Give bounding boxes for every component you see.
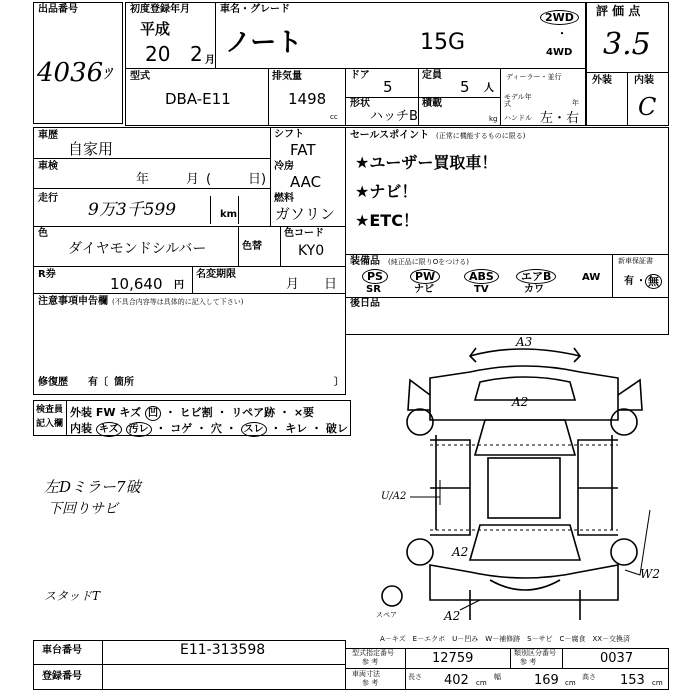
grade-score-label: 評 価 点 <box>596 4 641 18</box>
inspection-year: 年 <box>136 172 150 187</box>
color-value: ダイヤモンドシルバー <box>68 241 207 257</box>
inspection-day: 日) <box>248 172 267 187</box>
drive-2wd: 2WD <box>540 10 579 25</box>
registration-era: 平成 <box>140 20 171 38</box>
capacity-value: 5 <box>460 78 470 96</box>
mark-sep: ・ <box>310 422 322 435</box>
diagram-mark-a2-top: A2 <box>512 395 529 409</box>
doors-label: ドア <box>350 70 370 81</box>
warranty-yes: 有 <box>624 276 634 287</box>
body-shape-value: ハッチB <box>370 109 418 124</box>
model-grade-value: 15G <box>420 30 466 55</box>
new-warranty-label: 新車保証書 <box>618 257 653 265</box>
drive-4wd: 4WD <box>546 47 573 58</box>
selling-point-item: ★ナビ！ <box>355 182 418 201</box>
mark-dent: 凹 <box>145 406 161 421</box>
mark-tear: 破レ <box>325 422 348 435</box>
fuel-value: ガソリン <box>275 205 336 223</box>
auction-no-value: 4036 <box>37 58 104 88</box>
inspection-paren: ( <box>206 172 212 187</box>
diagram-mark-u: U/A2 <box>381 491 407 502</box>
mark-sep: ・ <box>164 406 176 419</box>
dims-length-unit: cm <box>476 679 487 687</box>
equip-leather: カワ <box>524 284 544 295</box>
color-change-label: 色替 <box>242 241 262 252</box>
dims-sub: 参 考 <box>362 679 379 687</box>
selling-points-label: セールスポイント <box>350 130 430 141</box>
repair-history-place: 箇所 <box>114 377 134 388</box>
mark-sep: ・ <box>270 422 282 435</box>
diagram-mark-w2: W2 <box>640 567 660 581</box>
equip-ps: PS <box>362 269 388 284</box>
dims-width-unit: cm <box>565 679 576 687</box>
reg-no-label: 登録番号 <box>42 671 82 682</box>
interior-label: 内装 <box>634 75 654 86</box>
equip-aw: AW <box>582 272 601 283</box>
equip-sr: SR <box>366 284 381 295</box>
capacity-unit: 人 <box>484 83 494 94</box>
model-name-label: 車名・グレード <box>220 4 290 15</box>
inspection-label: 車検 <box>38 161 58 172</box>
mark-dirt: 汚レ <box>126 422 152 437</box>
mark-hole: 穴 <box>210 422 222 435</box>
history-label: 車歴 <box>38 130 58 141</box>
color-label: 色 <box>38 228 48 239</box>
history-value: 自家用 <box>68 140 114 158</box>
warranty-dot: ・ <box>636 276 646 287</box>
mark-sep: ・ <box>225 422 237 435</box>
displacement-label: 排気量 <box>272 71 302 82</box>
equipment-label: 装備品 <box>350 256 380 267</box>
displacement-unit: cc <box>330 113 338 121</box>
recycle-unit: 円 <box>174 280 184 291</box>
model-name-value: ノート <box>225 28 303 58</box>
mark-fw: FW <box>95 406 116 419</box>
handle-value: 左・右 <box>540 111 580 126</box>
damage-legend: A－キズ E－エクボ U－凹み W－補修跡 S－サビ C－腐食 XX－交換済 <box>380 635 631 643</box>
model-code-value: DBA-E11 <box>165 90 231 108</box>
registration-year: 20 <box>145 42 171 66</box>
specified-no-value: 12759 <box>432 651 474 666</box>
fuel-label: 燃料 <box>274 193 294 204</box>
specified-no-sub: 参 考 <box>362 658 379 666</box>
handwritten-note-2: 下回りサビ <box>48 501 118 517</box>
dims-width-value: 169 <box>534 673 559 688</box>
mark-scratch: キズ <box>119 406 142 419</box>
recycle-label: R券 <box>38 269 56 280</box>
body-shape-label: 形状 <box>350 98 370 109</box>
chassis-value: E11-313598 <box>180 642 266 658</box>
registration-month-unit: 月 <box>205 55 215 66</box>
aircon-label: 冷房 <box>274 161 294 172</box>
repair-history-value: 有〔 <box>88 377 108 388</box>
drive-dot: ・ <box>557 29 567 40</box>
equip-abs: ABS <box>464 269 499 284</box>
class-no-value: 0037 <box>600 651 634 666</box>
dealer-label: ディーラー・並行 <box>506 73 562 81</box>
model-year-unit: 年 <box>572 99 579 107</box>
mark-interior: 内装 <box>70 422 92 435</box>
dims-height-label: 高さ <box>582 673 596 681</box>
dims-length-label: 長さ <box>408 673 422 681</box>
mark-wear: スレ <box>241 422 267 437</box>
dims-width-label: 幅 <box>494 673 501 681</box>
mark-required: ×要 <box>293 406 315 419</box>
exterior-label: 外装 <box>592 75 612 86</box>
handwritten-note-1: 左Dミラー7破 <box>44 478 141 496</box>
inspector-label-2: 記入欄 <box>36 419 64 429</box>
selling-points-note: (正常に機能するものに限る) <box>436 132 526 140</box>
mark-repair: リペア跡 <box>231 406 276 419</box>
rear-section-label: 後日品 <box>350 298 380 309</box>
inspection-month: 月 <box>186 172 200 187</box>
diagram-mark-a3: A3 <box>516 335 533 349</box>
mileage-label: 走行 <box>38 193 58 204</box>
diagram-mark-a2-left: A2 <box>452 545 469 559</box>
auction-no-label: 出品番号 <box>38 4 78 15</box>
mark-exterior: 外装 <box>70 406 92 419</box>
selling-point-item: ★ETC！ <box>355 211 419 230</box>
name-change-day: 日 <box>324 277 338 292</box>
name-change-label: 名変期限 <box>196 269 236 280</box>
load-unit: kg <box>489 115 498 123</box>
selling-point-item: ★ユーザー買取車！ <box>355 153 498 172</box>
capacity-label: 定員 <box>422 70 442 81</box>
displacement-value: 1498 <box>288 90 327 108</box>
color-code-label: 色コード <box>284 228 324 239</box>
mileage-value: 9万3千599 <box>88 200 177 220</box>
mark-sep: ・ <box>216 406 228 419</box>
inspector-label-1: 検査員 <box>36 405 64 415</box>
mark-burn: コゲ <box>170 422 193 435</box>
model-year-label: モデル年式 <box>504 93 532 108</box>
equipment-note: (純正品に限りOをつける) <box>388 258 469 266</box>
class-no-sub: 参 考 <box>520 658 537 666</box>
handle-label: ハンドル <box>504 114 532 122</box>
dims-label: 車両寸法 <box>352 670 380 678</box>
diagram-mark-a2-bottom: A2 <box>444 609 461 623</box>
shift-label: シフト <box>274 129 304 140</box>
repair-history-label: 修復歴 <box>38 377 68 388</box>
spare-label: スペア <box>376 611 397 619</box>
mark-sep: ・ <box>196 422 208 435</box>
auction-no-suffix: ﾂ <box>103 64 112 83</box>
model-code-label: 型式 <box>130 71 150 82</box>
mark-cut: キレ <box>285 422 308 435</box>
repair-history-close: 〕 <box>334 377 344 388</box>
registration-month: 2 <box>190 42 203 66</box>
warranty-no: 無 <box>645 274 662 289</box>
mark-crack: ヒビ割 <box>179 406 213 419</box>
specified-no-label: 型式指定番号 <box>352 649 394 657</box>
mark-int-scratch: キズ <box>96 422 122 437</box>
registration-label: 初度登録年月 <box>130 4 190 15</box>
dims-height-unit: cm <box>652 679 663 687</box>
recycle-value: 10,640 <box>110 275 163 293</box>
interior-value: C <box>638 93 657 121</box>
shift-value: FAT <box>290 141 316 159</box>
mark-sep: ・ <box>278 406 290 419</box>
doors-value: 5 <box>383 78 393 96</box>
equip-navi: ナビ <box>414 284 434 295</box>
class-no-label: 類別区分番号 <box>514 649 556 657</box>
mileage-unit: km <box>220 209 238 220</box>
load-label: 積載 <box>422 98 442 109</box>
notes-label: 注意事項申告欄 <box>38 296 108 307</box>
equip-tv: TV <box>474 284 489 295</box>
name-change-month: 月 <box>286 277 300 292</box>
aircon-value: AAC <box>290 173 322 191</box>
chassis-label: 車台番号 <box>42 645 82 656</box>
mark-sep: ・ <box>155 422 167 435</box>
dims-length-value: 402 <box>444 673 469 688</box>
dims-height-value: 153 <box>620 673 645 688</box>
grade-score-value: 3.5 <box>603 27 651 62</box>
handwritten-note-3: スタッドT <box>44 589 101 603</box>
equip-pw: PW <box>410 269 440 284</box>
color-code-value: KY0 <box>298 243 325 259</box>
equip-airbag: エアB <box>516 269 556 284</box>
notes-note: (不具合内容等は具体的に記入して下さい) <box>112 298 244 306</box>
